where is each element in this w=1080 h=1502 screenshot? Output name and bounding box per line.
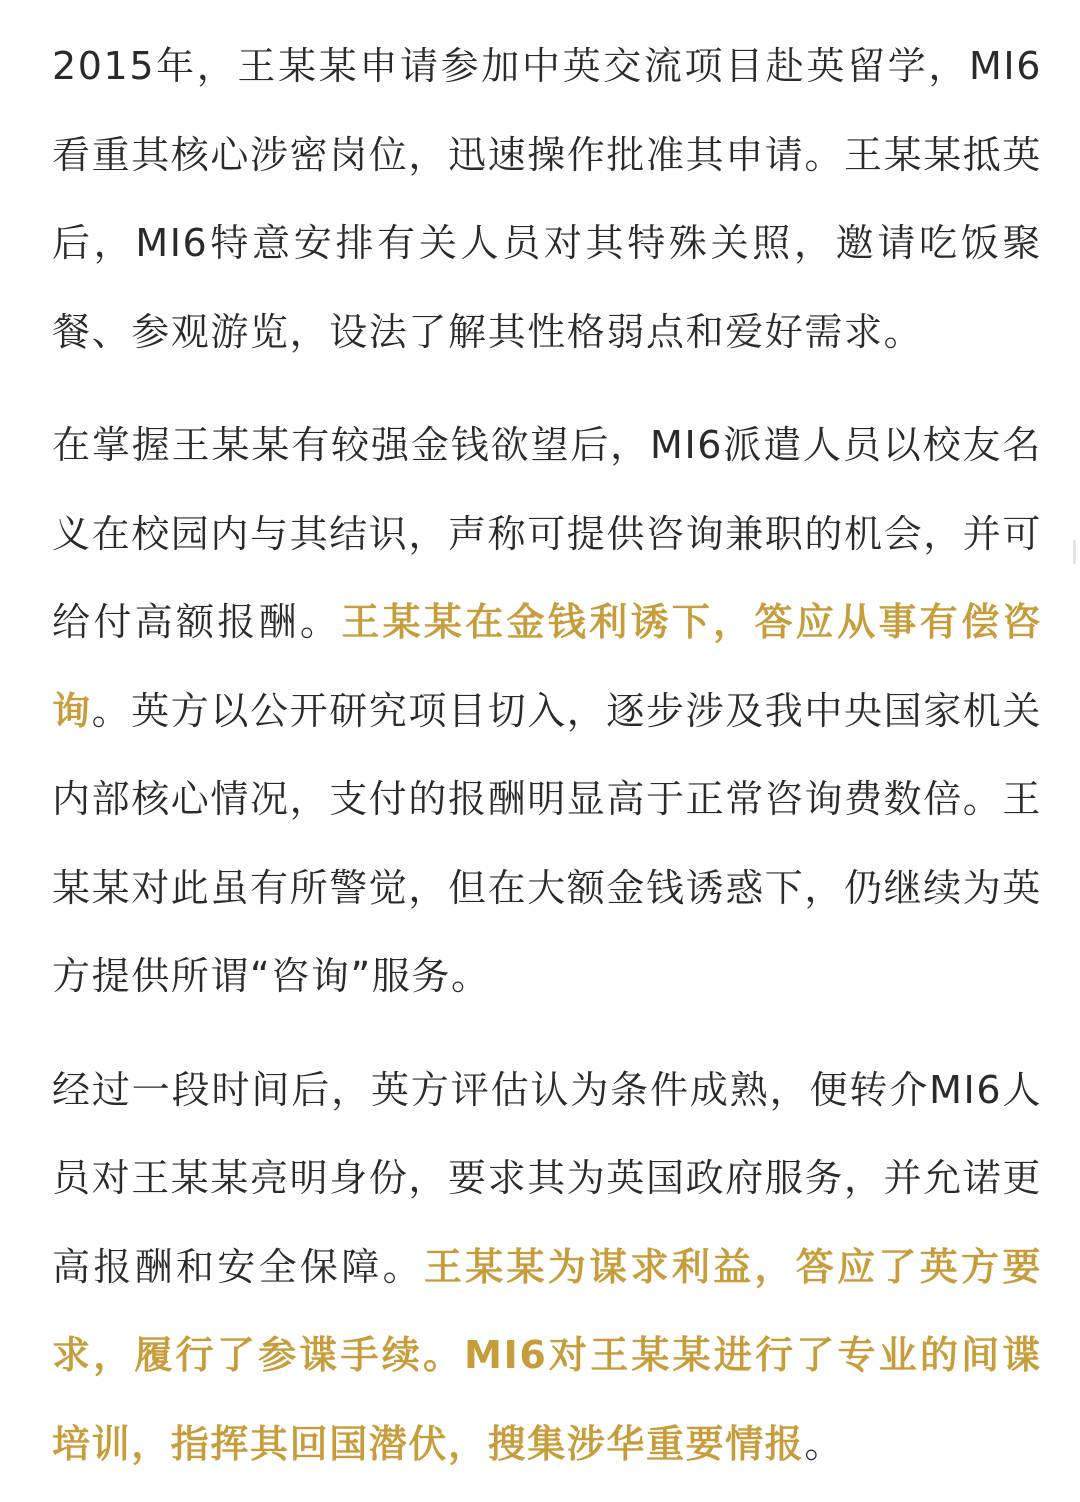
paragraph-3 [52, 1046, 1042, 1489]
paragraph-2 [52, 401, 1042, 1021]
paragraph-2-text-a: 在掌握王某某有较强金钱欲望后，MI6派遣人员以校友名义在校园内与其结识，声称可提供咨询兼职的机会，并可给付高额报酬。 [52, 423, 1043, 644]
paragraph-3-highlight: 王某某为谋求利益，答应了英方要求，履行了参谍手续。MI6对王某某进行了专业的间谍培训，指挥其回国潜伏，搜集涉华重要情报 [52, 1244, 1042, 1466]
paragraph-2-text-b: 。英方以公开研究项目切入，逐步涉及我中央国家机关内部核心情况，支付的报酬明显高于正常咨询费数倍。王某某对此虽有所警觉，但在大额金钱诱惑下，仍继续为英方提供所谓“咨询”服务。 [52, 688, 1043, 998]
scrollbar-thumb[interactable] [1073, 540, 1076, 564]
paragraph-2-highlight: 王某某在金钱利诱下，答应从事有偿咨询 [52, 600, 1043, 733]
paragraph-3-text-b: 。 [804, 1421, 845, 1466]
paragraph-1 [52, 22, 1042, 376]
article-body [52, 22, 1042, 1488]
paragraph-1-text: 2015年，王某某申请参加中英交流项目赴英留学，MI6看重其核心涉密岗位，迅速操作批准其申请。王某某抵英后，MI6特意安排有关人员对其特殊关照，邀请吃饭聚餐、参观游览，设法了解其性格弱点和爱好需求。 [52, 44, 1043, 354]
paragraph-3-text-a: 经过一段时间后，英方评估认为条件成熟，便转介MI6人员对王某某亮明身份，要求其为英国政府服务，并允诺更高报酬和安全保障。 [52, 1067, 1043, 1289]
